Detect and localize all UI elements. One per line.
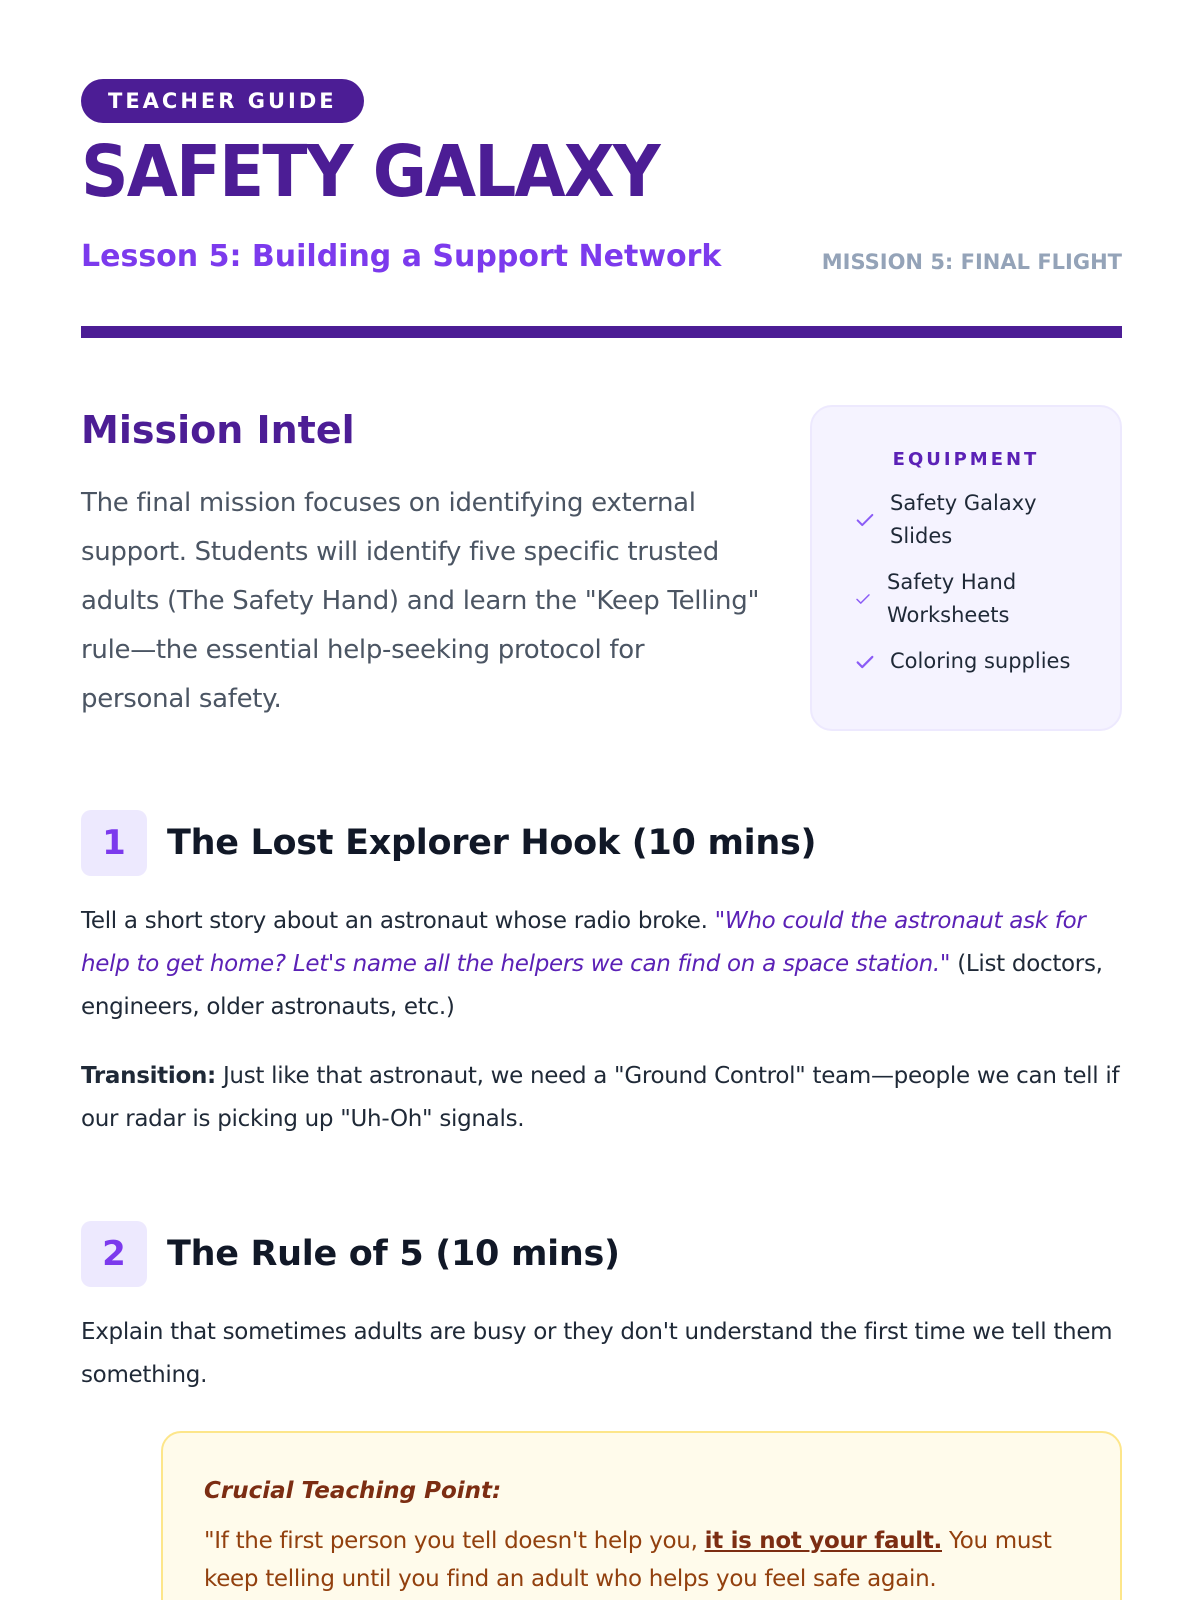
- section-rule-of-5: [81, 1221, 1122, 1600]
- equipment-item-label: Coloring supplies: [890, 649, 1071, 673]
- story-quote: "Who could the astronaut ask for help to get home? Let's name all the helpers we can find on a space station.": [81, 908, 1086, 977]
- lesson-subtitle: Lesson 5: Building a Support Network: [81, 239, 722, 274]
- mission-label: MISSION 5: FINAL FLIGHT: [821, 250, 1122, 274]
- section-paragraph: [81, 900, 1122, 1029]
- section-number: 2: [81, 1221, 147, 1287]
- equipment-card: [810, 405, 1122, 731]
- section-title: The Rule of 5 (10 mins): [167, 1234, 620, 1274]
- teaching-point-pre: "If the first person you tell doesn't help you,: [204, 1528, 705, 1554]
- equipment-list: [854, 487, 1090, 678]
- mission-intel-heading: Mission Intel: [81, 408, 355, 452]
- check-icon: [854, 509, 876, 531]
- teacher-guide-page: [81, 79, 1122, 1600]
- transition-text: Just like that astronaut, we need a "Ground Control" team—people we can tell if our radar is picking up "Uh-Oh" signals.: [81, 1063, 1120, 1132]
- teaching-point-post: You must keep telling until you find an adult who helps you feel safe again.: [204, 1528, 1052, 1592]
- check-icon: [854, 590, 872, 608]
- section-title: The Lost Explorer Hook (10 mins): [167, 823, 817, 863]
- transition-paragraph: [81, 1055, 1122, 1141]
- section-header: [81, 1221, 1122, 1287]
- equipment-item: [854, 487, 1054, 553]
- equipment-item: [854, 645, 1090, 678]
- teacher-guide-badge: TEACHER GUIDE: [81, 79, 364, 123]
- equipment-heading: EQUIPMENT: [892, 449, 1040, 470]
- section-number: 1: [81, 810, 147, 876]
- mission-intel-body: The final mission focuses on identifying external support. Students will identify five specific trusted adults (The Safety Hand) and learn the "Keep Telling" rule—the essential help-seeking protocol for personal safety.: [81, 488, 760, 714]
- page-title: SAFETY GALAXY: [81, 130, 659, 213]
- mission-intel-section: [81, 405, 1122, 731]
- section-paragraph: Explain that sometimes adults are busy or they don't understand the first time we tell them something.: [81, 1319, 1113, 1388]
- transition-label: Transition:: [81, 1063, 216, 1089]
- equipment-item-label: Safety Hand Worksheets: [887, 570, 1017, 627]
- check-icon: [854, 651, 876, 673]
- teaching-point-callout: [161, 1431, 1122, 1600]
- story-intro: Tell a short story about an astronaut whose radio broke.: [81, 908, 715, 934]
- subtitle-row: [81, 217, 1122, 277]
- teaching-point-emphasis: it is not your fault.: [704, 1528, 942, 1554]
- equipment-item-label: Safety Galaxy Slides: [890, 491, 1037, 548]
- section-header: [81, 810, 1122, 876]
- equipment-item: [854, 566, 1054, 632]
- teaching-point-heading: Crucial Teaching Point:: [204, 1478, 502, 1504]
- section-lost-explorer: [81, 810, 1122, 1141]
- story-outro: (List doctors, engineers, older astronauts, etc.): [81, 951, 1103, 1020]
- teaching-point-text: [204, 1522, 1080, 1598]
- mission-intel-text: [81, 405, 761, 731]
- header-divider: [81, 326, 1122, 338]
